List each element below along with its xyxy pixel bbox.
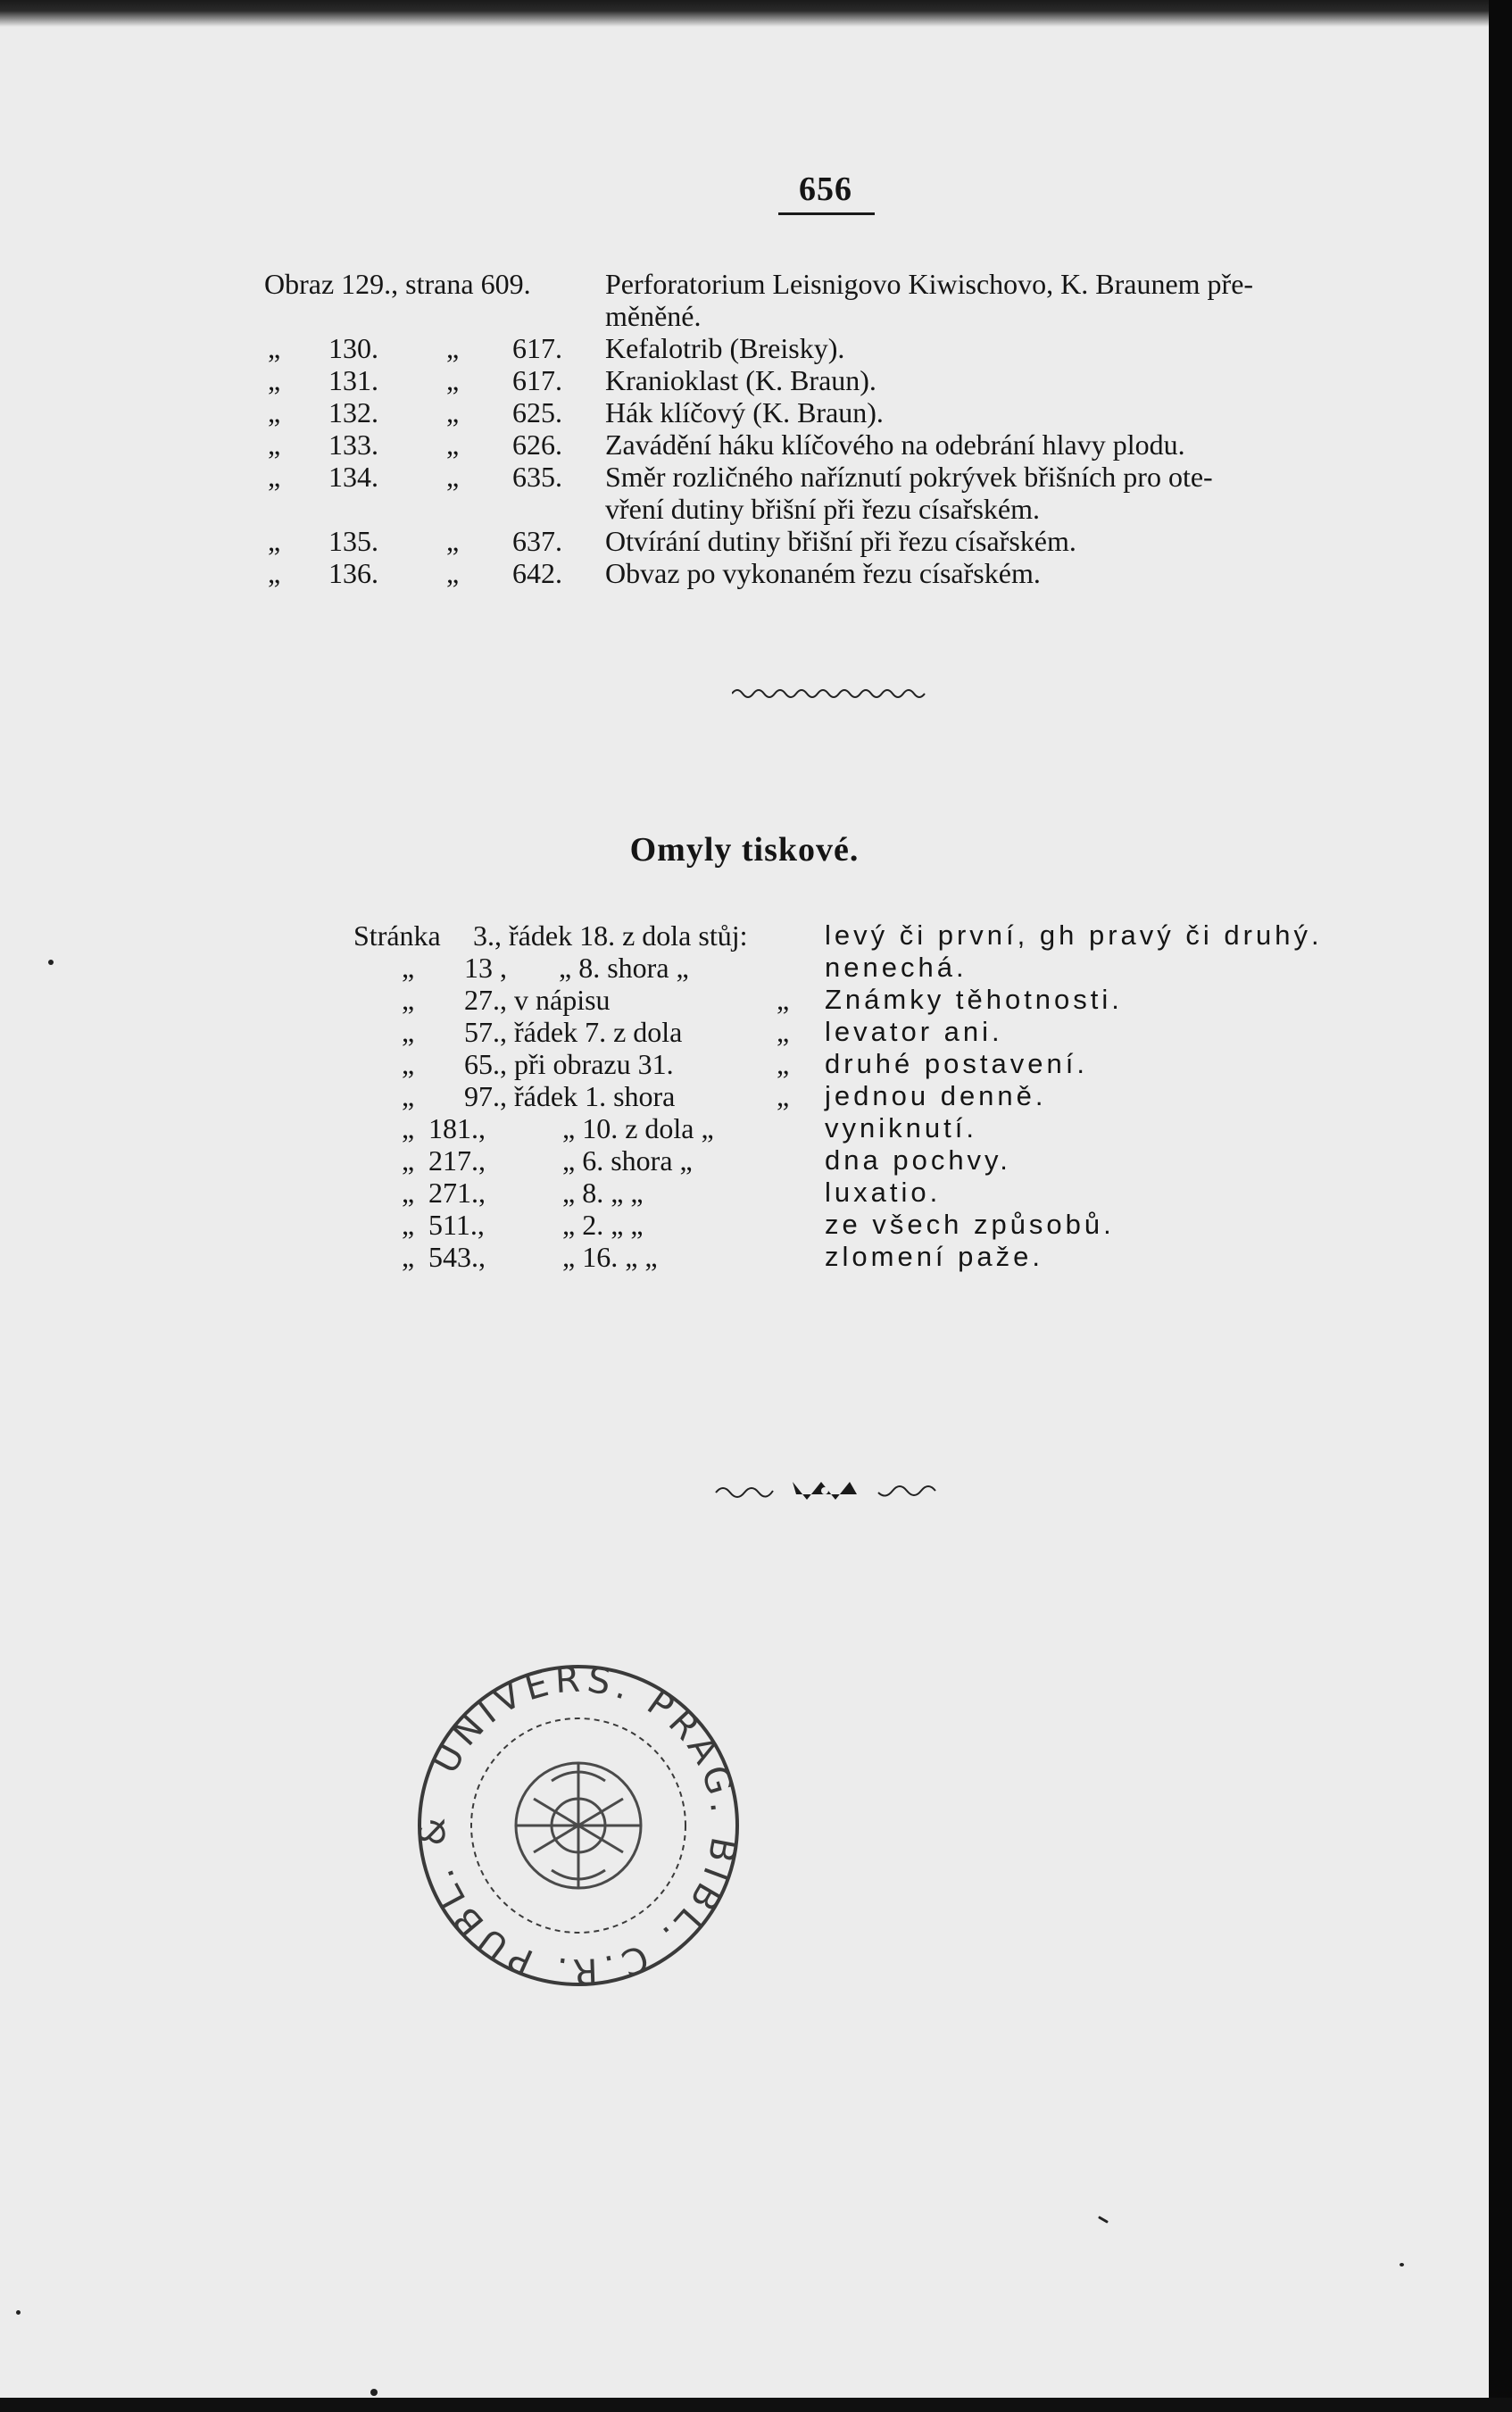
ditto-mark: „: [446, 525, 460, 557]
ditto-mark: „: [446, 332, 460, 364]
ditto-mark: „: [268, 428, 281, 461]
ditto-mark: „: [777, 1048, 790, 1080]
errata-line: „ 16. „ „: [562, 1241, 658, 1273]
errata-location: 27., v nápisu: [464, 984, 611, 1016]
ditto-mark: „: [777, 1016, 790, 1048]
errata-correction: Známky těhotnosti.: [825, 984, 1123, 1015]
scan-speck: [370, 2389, 378, 2396]
ditto-mark: „: [777, 984, 790, 1016]
errata-page: 13 ,: [464, 952, 507, 984]
scan-speck: [1400, 2263, 1404, 2266]
ditto-mark: „: [402, 1209, 415, 1241]
errata-correction: jednou denně.: [825, 1080, 1047, 1111]
ditto-mark: „: [268, 396, 281, 428]
ditto-mark: „: [268, 332, 281, 364]
errata-page: 217.,: [428, 1144, 486, 1177]
ditto-mark: „: [402, 1048, 415, 1080]
ditto-mark: „: [446, 461, 460, 493]
ditto-mark: „: [268, 525, 281, 557]
ditto-mark: „: [402, 1080, 415, 1112]
figure-description: Zavádění háku klíčového na odebrání hlavy plodu.: [605, 428, 1185, 461]
page-number: 656: [799, 171, 852, 208]
page-number-underline: [778, 212, 875, 215]
page-ref: 626.: [512, 428, 562, 461]
page-ref: 617.: [512, 364, 562, 396]
ditto-mark: „: [402, 1112, 415, 1144]
figure-description: Kefalotrib (Breisky).: [605, 332, 845, 364]
figure-description: Kranioklast (K. Braun).: [605, 364, 876, 396]
errata-line: „ 10. z dola „: [562, 1112, 714, 1144]
errata-line: „ 8. shora „: [559, 952, 689, 984]
page-ref: 637.: [512, 525, 562, 557]
figure-description: Obvaz po vykonaném řezu císařském.: [605, 557, 1041, 589]
figure-number: 135.: [328, 525, 378, 557]
errata-correction: levý či první, gh pravý či druhý.: [825, 919, 1323, 951]
ditto-mark: „: [402, 1016, 415, 1048]
errata-correction: vyniknutí.: [825, 1112, 977, 1144]
ditto-mark: „: [446, 396, 460, 428]
errata-location: 3., řádek 18. z dola stůj:: [473, 919, 748, 952]
ditto-mark: „: [402, 1144, 415, 1177]
scan-speck: [48, 960, 54, 965]
scan-edge-right: [1489, 0, 1512, 2412]
figure-description-cont: vření dutiny břišní při řezu císařském.: [605, 493, 1040, 525]
errata-correction: nenechá.: [825, 952, 968, 983]
scan-edge-bottom: [0, 2398, 1512, 2412]
errata-correction: dna pochvy.: [825, 1144, 1011, 1176]
page-ref: 642.: [512, 557, 562, 589]
errata-location: 97., řádek 1. shora: [464, 1080, 676, 1112]
figure-description: Hák klíčový (K. Braun).: [605, 396, 884, 428]
ditto-mark: „: [402, 984, 415, 1016]
ditto-mark: „: [402, 1241, 415, 1273]
wavy-separator: [732, 683, 928, 704]
figure-number: 131.: [328, 364, 378, 396]
errata-title: Omyly tiskové.: [629, 831, 860, 869]
errata-lead: Stránka: [353, 919, 441, 952]
ditto-mark: „: [446, 557, 460, 589]
figure-number: 134.: [328, 461, 378, 493]
errata-line: „ 2. „ „: [562, 1209, 644, 1241]
page-ref: 617.: [512, 332, 562, 364]
errata-location: 65., při obrazu 31.: [464, 1048, 674, 1080]
stamp-text: UNIVERS. PRAG. BIBL. C.R. PUBL. &: [411, 1659, 745, 1992]
scan-edge-top: [0, 0, 1489, 27]
errata-correction: druhé postavení.: [825, 1048, 1088, 1079]
ditto-mark: „: [268, 461, 281, 493]
scan-speck: [16, 2310, 21, 2315]
figure-description-cont: měněné.: [605, 300, 702, 332]
figure-number: 132.: [328, 396, 378, 428]
errata-location: 57., řádek 7. z dola: [464, 1016, 683, 1048]
page-ref: 635.: [512, 461, 562, 493]
figure-description: Perforatorium Leisnigovo Kiwischovo, K. Braunem pře-: [605, 268, 1254, 300]
errata-page: 181.,: [428, 1112, 486, 1144]
errata-page: 543.,: [428, 1241, 486, 1273]
errata-line: „ 6. shora „: [562, 1144, 693, 1177]
errata-page: 271.,: [428, 1177, 486, 1209]
errata-page: 511.,: [428, 1209, 485, 1241]
ditto-mark: „: [402, 952, 415, 984]
errata-correction: zlomení paže.: [825, 1241, 1043, 1272]
errata-line: „ 8. „ „: [562, 1177, 644, 1209]
ditto-mark: „: [402, 1177, 415, 1209]
ditto-mark: „: [777, 1080, 790, 1112]
ditto-mark: „: [268, 364, 281, 396]
end-ornament: [714, 1473, 937, 1509]
ditto-mark: „: [446, 428, 460, 461]
library-stamp: [409, 1656, 748, 1995]
ditto-mark: „: [268, 557, 281, 589]
errata-correction: luxatio.: [825, 1177, 942, 1208]
page-ref: 625.: [512, 396, 562, 428]
ditto-mark: „: [446, 364, 460, 396]
figure-label: Obraz 129., strana 609.: [264, 268, 531, 300]
figure-description: Směr rozličného naříznutí pokrývek břišních pro ote-: [605, 461, 1213, 493]
errata-correction: ze všech způsobů.: [825, 1209, 1115, 1240]
figure-number: 130.: [328, 332, 378, 364]
figure-description: Otvírání dutiny břišní při řezu císařském.: [605, 525, 1076, 557]
errata-correction: levator ani.: [825, 1016, 1003, 1047]
figure-number: 136.: [328, 557, 378, 589]
figure-number: 133.: [328, 428, 378, 461]
